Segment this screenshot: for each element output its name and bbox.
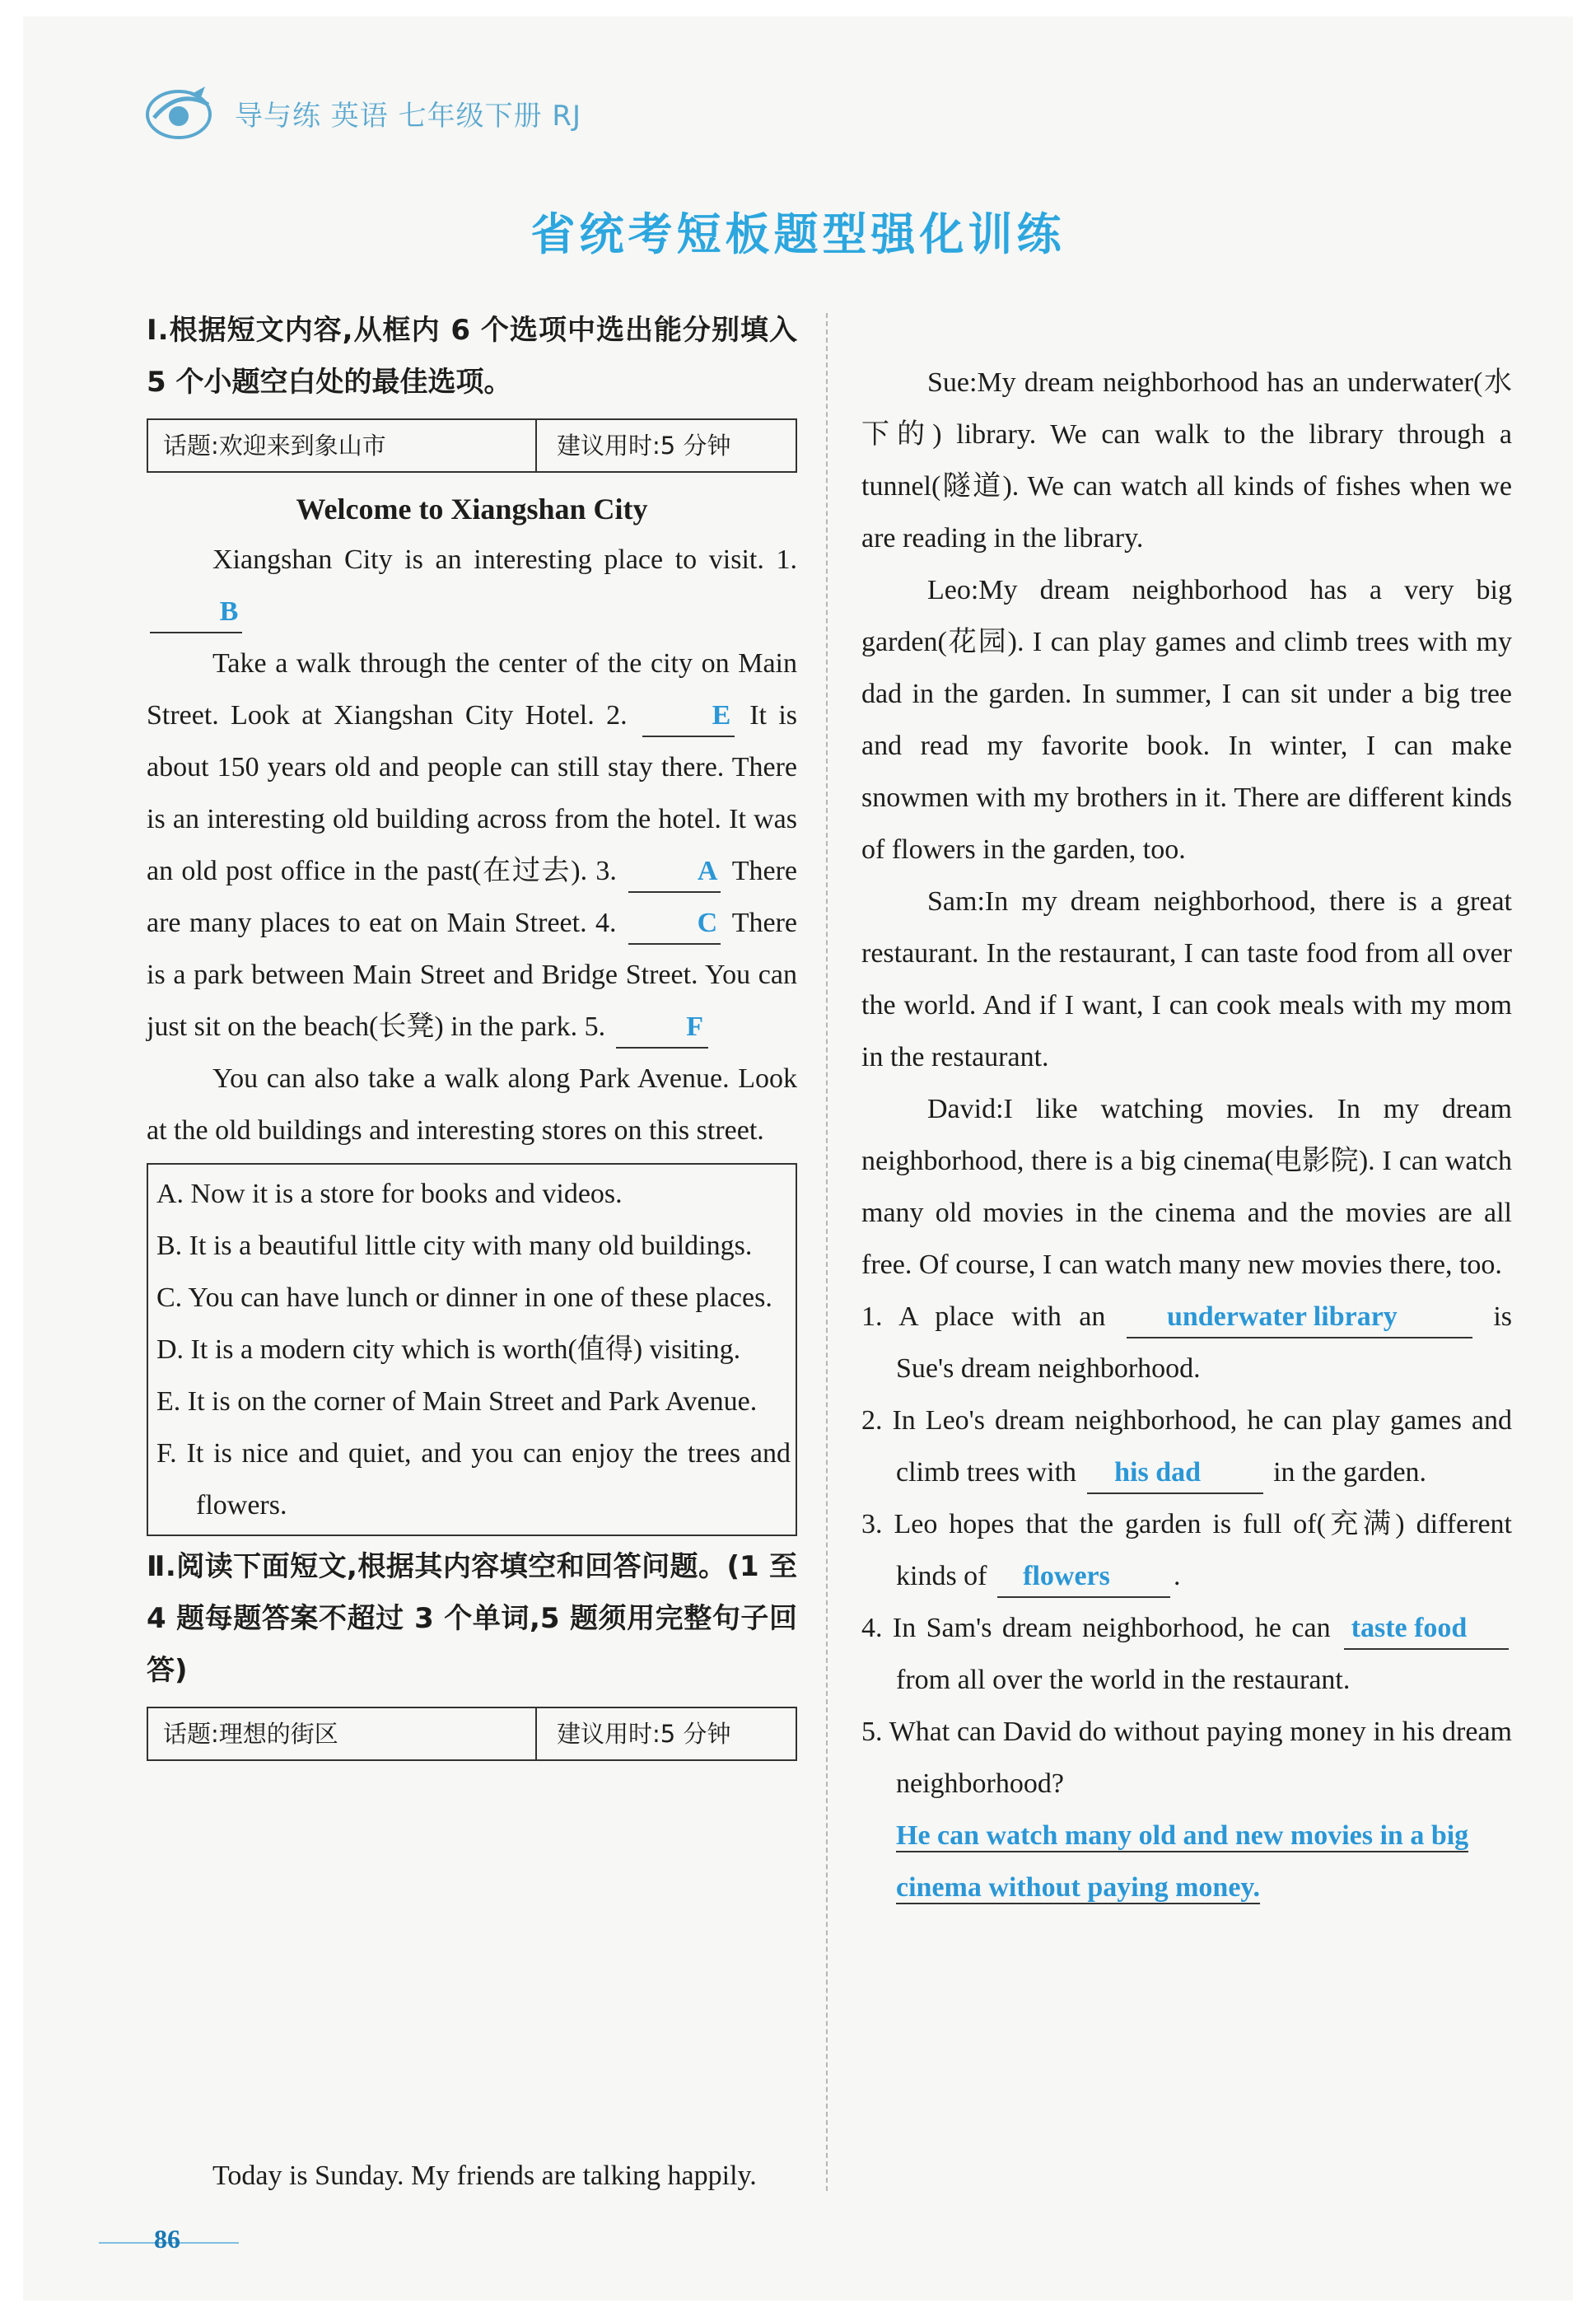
question-2 bbox=[861, 1394, 1512, 1498]
question-3 bbox=[861, 1498, 1512, 1602]
part1-time: 建议用时:5 分钟 bbox=[557, 431, 731, 460]
answer-blank-5 bbox=[616, 1007, 708, 1049]
answer-blank-3 bbox=[628, 852, 721, 893]
page-number: 86 bbox=[154, 2224, 180, 2254]
part2-topic-box bbox=[147, 1707, 797, 1761]
book-logo-icon bbox=[142, 80, 217, 146]
david-paragraph: David:I like watching movies. In my dream neighborhood, there is a big cinema(电影院). I can watch many old movies in the cinema and the movies are all free. Of course, I can watch many new movies there, too. bbox=[861, 1094, 1512, 1280]
option-d: D. It is a modern city which is worth(值得) visiting. bbox=[156, 1334, 741, 1365]
option-c: C. You can have lunch or dinner in one of these places. bbox=[156, 1282, 772, 1313]
part2-topic: 话题:理想的街区 bbox=[148, 1708, 537, 1759]
answer-4: C bbox=[697, 908, 718, 938]
options-box bbox=[147, 1163, 797, 1536]
passage-title: Welcome to Xiangshan City bbox=[296, 493, 648, 526]
question-text: from all over the world in the restaurant. bbox=[896, 1665, 1351, 1695]
answer-blank-1 bbox=[150, 592, 242, 633]
passage-paragraph bbox=[147, 638, 797, 1053]
left-column bbox=[147, 305, 797, 1773]
column-divider bbox=[826, 313, 828, 2191]
option-f: F. It is nice and quiet, and you can enjoy the trees and flowers. bbox=[156, 1438, 791, 1521]
part1-topic: 话题:欢迎来到象山市 bbox=[148, 420, 537, 471]
question-text: . bbox=[1174, 1561, 1181, 1591]
answer-blank-q3 bbox=[997, 1557, 1170, 1598]
answer-q2: his dad bbox=[1114, 1457, 1202, 1488]
answer-q3: flowers bbox=[1023, 1561, 1110, 1591]
part1-instruction: Ⅰ.根据短文内容,从框内 6 个选项中选出能分别填入 5 个小题空白处的最佳选项。 bbox=[147, 314, 797, 399]
question-text: 4. In Sam's dream neighborhood, he can bbox=[861, 1613, 1331, 1643]
option-b: B. It is a beautiful little city with many old buildings. bbox=[156, 1231, 753, 1261]
answer-1: B bbox=[219, 596, 239, 627]
passage-text: Take a walk through the center of the city on Main Street. Look at Xiangshan City Hotel. 2. bbox=[147, 648, 797, 731]
option-a: A. Now it is a store for books and videos. bbox=[156, 1179, 623, 1209]
passage-text: It is about 150 years old and people can still stay there. There is an interesting old building across from the hotel. It was an old post office in the past(在过去). 3. bbox=[147, 700, 798, 886]
answer-blank-q1 bbox=[1127, 1297, 1472, 1338]
option-e: E. It is on the corner of Main Street and Park Avenue. bbox=[156, 1386, 758, 1417]
sam-paragraph: Sam:In my dream neighborhood, there is a great restaurant. In the restaurant, I can taste food from all over the world. And if I want, I can cook meals with my mom in the restaurant. bbox=[861, 886, 1512, 1072]
answer-5: F bbox=[686, 1011, 703, 1042]
page bbox=[23, 16, 1573, 2301]
answer-q5-text: He can watch many old and new movies in a big cinema without paying money. bbox=[896, 1820, 1469, 1903]
part2-instruction: Ⅱ.阅读下面短文,根据其内容填空和回答问题。(1 至 4 题每题答案不超过 3 个单词,5 题须用完整句子回答) bbox=[147, 1550, 797, 1687]
answer-blank-q2 bbox=[1087, 1453, 1263, 1494]
passage-text: There are many places to eat on Main Street. 4. bbox=[147, 856, 797, 938]
question-1 bbox=[861, 1291, 1512, 1394]
passage-text: Xiangshan City is an interesting place to visit. 1. bbox=[212, 544, 797, 575]
answer-q4: taste food bbox=[1351, 1613, 1468, 1643]
question-text: 2. In Leo's dream neighborhood, he can play games and climb trees with bbox=[861, 1405, 1512, 1488]
answer-blank-4 bbox=[628, 904, 721, 945]
question-text: 1. A place with an bbox=[861, 1301, 1106, 1332]
answer-2: E bbox=[712, 700, 731, 731]
page-title: 省统考短板题型强化训练 bbox=[530, 208, 1066, 260]
answer-3: A bbox=[697, 856, 718, 886]
answer-q1: underwater library bbox=[1166, 1301, 1398, 1332]
question-4 bbox=[861, 1602, 1512, 1706]
question-text: 3. Leo hopes that the garden is full of(充满) different kinds of bbox=[861, 1509, 1512, 1591]
passage-paragraph bbox=[147, 534, 797, 638]
part1-topic-box bbox=[147, 418, 797, 473]
passage-text: There is a park between Main Street and Bridge Street. You can just sit on the beach(长凳) in the park. 5. bbox=[147, 908, 798, 1042]
question-text: is Sue's dream neighborhood. bbox=[896, 1301, 1513, 1384]
answer-blank-2 bbox=[642, 696, 735, 737]
leo-paragraph: Leo:My dream neighborhood has a very big garden(花园). I can play games and climb trees with my dad in the garden. In summer, I can sit under a big tree and read my favorite book. In winter, I can make snowmen with my brothers in it. There are different kinds of flowers in the garden, too. bbox=[861, 575, 1512, 865]
question-5: 5. What can David do without paying money in his dream neighborhood? bbox=[861, 1717, 1512, 1799]
answer-blank-q4 bbox=[1344, 1609, 1509, 1650]
header bbox=[142, 76, 581, 150]
sue-paragraph: Sue:My dream neighborhood has an underwater(水下的) library. We can walk to the library through a tunnel(隧道). We can watch all kinds of fishes when we are reading in the library. bbox=[861, 367, 1512, 554]
book-title: 导与练 英语 七年级下册 RJ bbox=[235, 99, 582, 133]
answer-q5 bbox=[896, 1810, 1512, 1913]
question-text: in the garden. bbox=[1273, 1457, 1427, 1488]
intro-paragraph: Today is Sunday. My friends are talking happily. bbox=[212, 2161, 757, 2191]
part2-time: 建议用时:5 分钟 bbox=[557, 1719, 731, 1748]
passage-paragraph: You can also take a walk along Park Avenue. Look at the old buildings and interesting stores on this street. bbox=[147, 1063, 797, 1146]
